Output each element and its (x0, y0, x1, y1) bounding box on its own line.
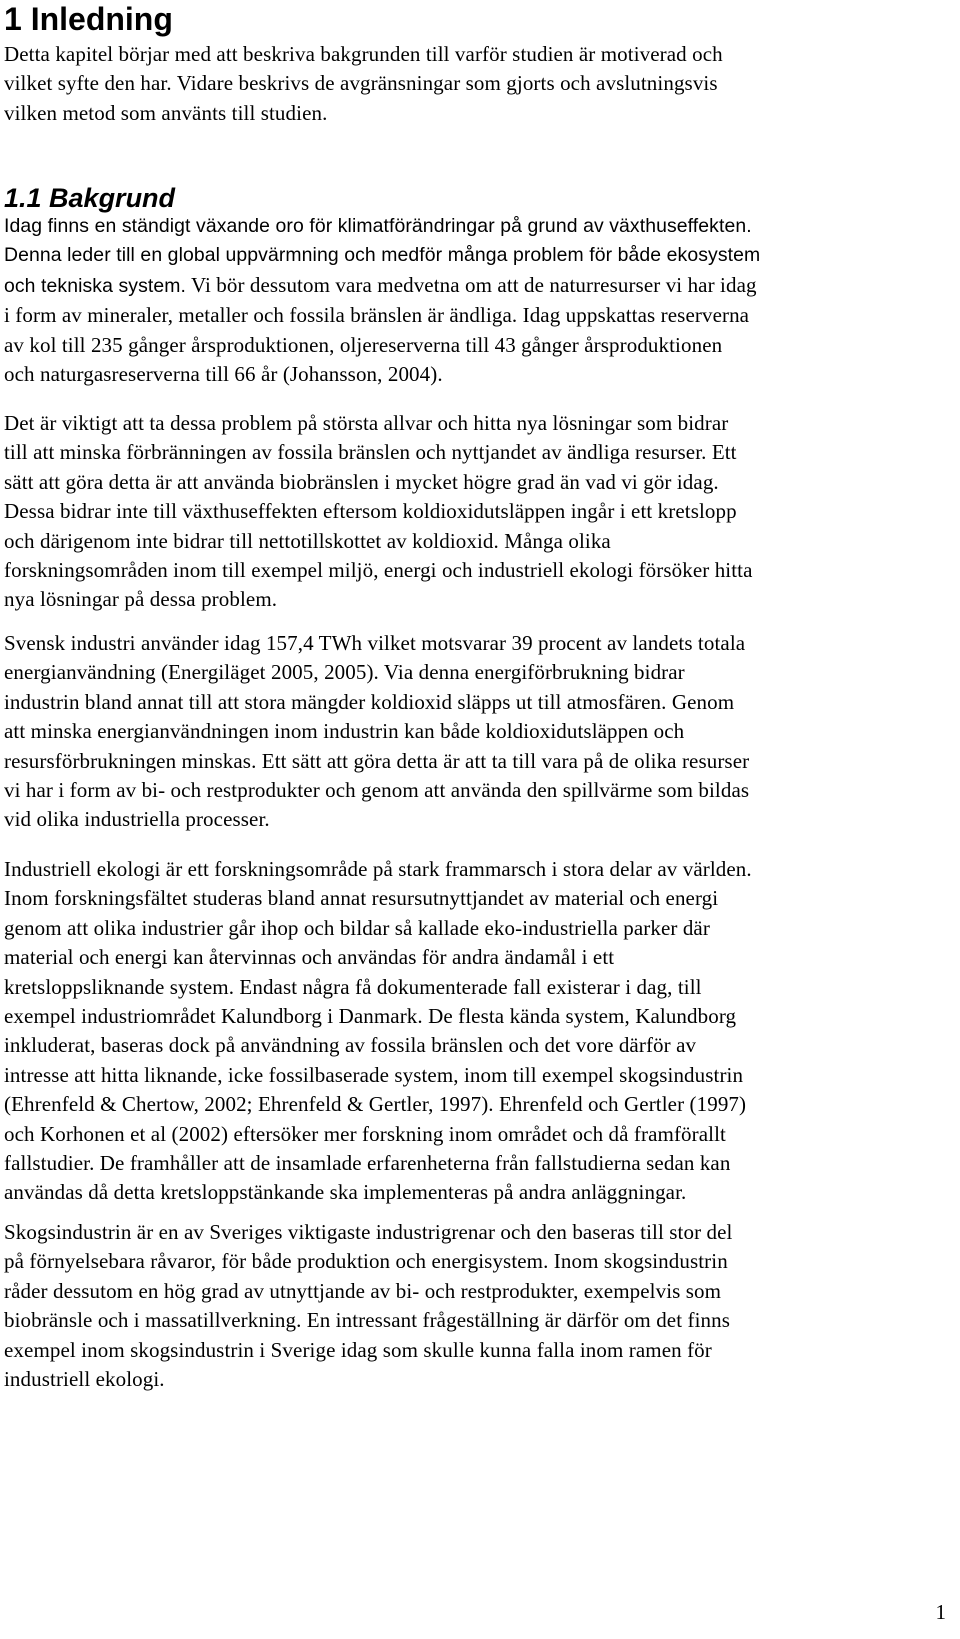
paragraph-line: Detta kapitel börjar med att beskriva bakgrunden till varför studien är motiverad och (4, 42, 723, 66)
bakgrund-paragraph-5 (4, 1218, 954, 1394)
paragraph-line: Det är viktigt att ta dessa problem på största allvar och hitta nya lösningar som bidrar (4, 411, 729, 435)
paragraph-line: fallstudier. De framhåller att de insamlade erfarenheterna från fallstudierna sedan kan (4, 1151, 731, 1176)
paragraph-line: vilket syfte den har. Vidare beskrivs de avgränsningar som gjorts och avslutningsvis (4, 71, 718, 96)
paragraph-line: råder dessutom en hög grad av utnyttjande av bi- och restprodukter, exempelvis som (4, 1278, 722, 1303)
paragraph-line: vilken metod som använts till studien. (4, 100, 328, 125)
paragraph-line: energianvändning (Energiläget 2005, 2005). Via denna energiförbrukning bidrar (4, 660, 685, 685)
paragraph-segment: Vi bör dessutom vara medvetna om att de naturresurser vi har idag (185, 272, 757, 297)
paragraph-line: i form av mineraler, metaller och fossila bränslen är ändliga. Idag uppskattas reserverna (4, 303, 750, 328)
paragraph-line: och därigenom inte bidrar till nettotillskottet av koldioxid. Många olika (4, 528, 611, 553)
paragraph-line: exempel industriområdet Kalundborg i Danmark. De flesta kända system, Kalundborg (4, 1004, 737, 1029)
paragraph-line: till att minska förbränningen av fossila bränslen och nyttjandet av ändliga resurser. Ett (4, 440, 737, 465)
paragraph-line: användas då detta kretsloppstänkande ska implementeras på andra anläggningar. (4, 1180, 687, 1205)
paragraph-line: resursförbrukningen minskas. Ett sätt att göra detta är att ta till vara på de olika resurser (4, 748, 750, 773)
paragraph-line: Idag finns en ständigt växande oro för klimatförändringar på grund av växthuseffekten. (4, 215, 752, 237)
paragraph-line: av kol till 235 gånger årsproduktionen, oljereserverna till 43 gånger årsproduktionen (4, 332, 723, 357)
paragraph-line: Dessa bidrar inte till växthuseffekten eftersom koldioxidutsläppen ingår i ett kretslopp (4, 499, 737, 524)
paragraph-line: Inom forskningsfältet studeras bland annat resursutnyttjandet av material och energi (4, 886, 719, 911)
section-heading: 1.1 Bakgrund (4, 183, 176, 213)
paragraph-line: Denna leder till en global uppvärmning och medför många problem för både ekosystem (4, 244, 761, 267)
bakgrund-paragraph-2 (4, 409, 954, 615)
paragraph-segment: och tekniska system. (4, 274, 186, 297)
paragraph-line: att minska energianvändningen inom industrin kan både koldioxidutsläppen och (4, 719, 685, 744)
paragraph-line: intresse att hitta liknande, icke fossilbaserade system, inom till exempel skogsindustrin (4, 1062, 744, 1087)
paragraph-line: sätt att göra detta är att använda biobränslen i mycket högre grad än vad vi gör idag. (4, 469, 719, 494)
paragraph-line: industrin bland annat till att stora mängder koldioxid släpps ut till atmosfären. Genom (4, 689, 735, 714)
paragraph-line: nya lösningar på dessa problem. (4, 587, 278, 612)
bakgrund-paragraph-4 (4, 855, 954, 1208)
chapter-heading: 1 Inledning (4, 1, 173, 37)
paragraph-line: vid olika industriella processer. (4, 807, 270, 832)
paragraph-line: och naturgasreserverna till 66 år (Johansson, 2004). (4, 362, 443, 387)
paragraph-line: exempel inom skogsindustrin i Sverige idag som skulle kunna falla inom ramen för (4, 1337, 712, 1362)
paragraph-line-mixed (4, 271, 954, 301)
paragraph-line: (Ehrenfeld & Chertow, 2002; Ehrenfeld & Gertler, 1997). Ehrenfeld och Gertler (1997) (4, 1092, 747, 1117)
paragraph-line: Skogsindustrin är en av Sveriges viktigaste industrigrenar och den baseras till stor del (4, 1220, 733, 1244)
intro-paragraph (4, 40, 954, 128)
paragraph-line: forskningsområden inom till exempel miljö, energi och industriell ekologi försöker hitta (4, 558, 753, 583)
paragraph-line: vi har i form av bi- och restprodukter och genom att använda den spillvärme som bildas (4, 778, 750, 803)
paragraph-line: och Korhonen et al (2002) eftersöker mer forskning inom området och då framförallt (4, 1121, 726, 1146)
bakgrund-paragraph-3 (4, 629, 954, 835)
bakgrund-paragraph-1 (4, 212, 954, 389)
paragraph-line: genom att olika industrier går ihop och bildar så kallade eko-industriella parker där (4, 915, 710, 940)
page-number: 1 (935, 1600, 946, 1624)
paragraph-line: Svensk industri använder idag 157,4 TWh vilket motsvarar 39 procent av landets totala (4, 631, 746, 655)
paragraph-line: industriell ekologi. (4, 1367, 165, 1392)
paragraph-line: material och energi kan återvinnas och användas för andra ändamål i ett (4, 945, 615, 970)
paragraph-line: kretsloppsliknande system. Endast några få dokumenterade fall existerar i dag, till (4, 974, 702, 999)
paragraph-line: Industriell ekologi är ett forskningsområde på stark frammarsch i stora delar av världen. (4, 857, 752, 881)
paragraph-line: inkluderat, baseras dock på användning av fossila bränslen och det vore därför av (4, 1033, 697, 1058)
paragraph-line: biobränsle och i massatillverkning. En intressant frågeställning är därför om det finns (4, 1308, 731, 1333)
paragraph-line: på förnyelsebara råvaror, för både produktion och energisystem. Inom skogsindustrin (4, 1249, 728, 1274)
